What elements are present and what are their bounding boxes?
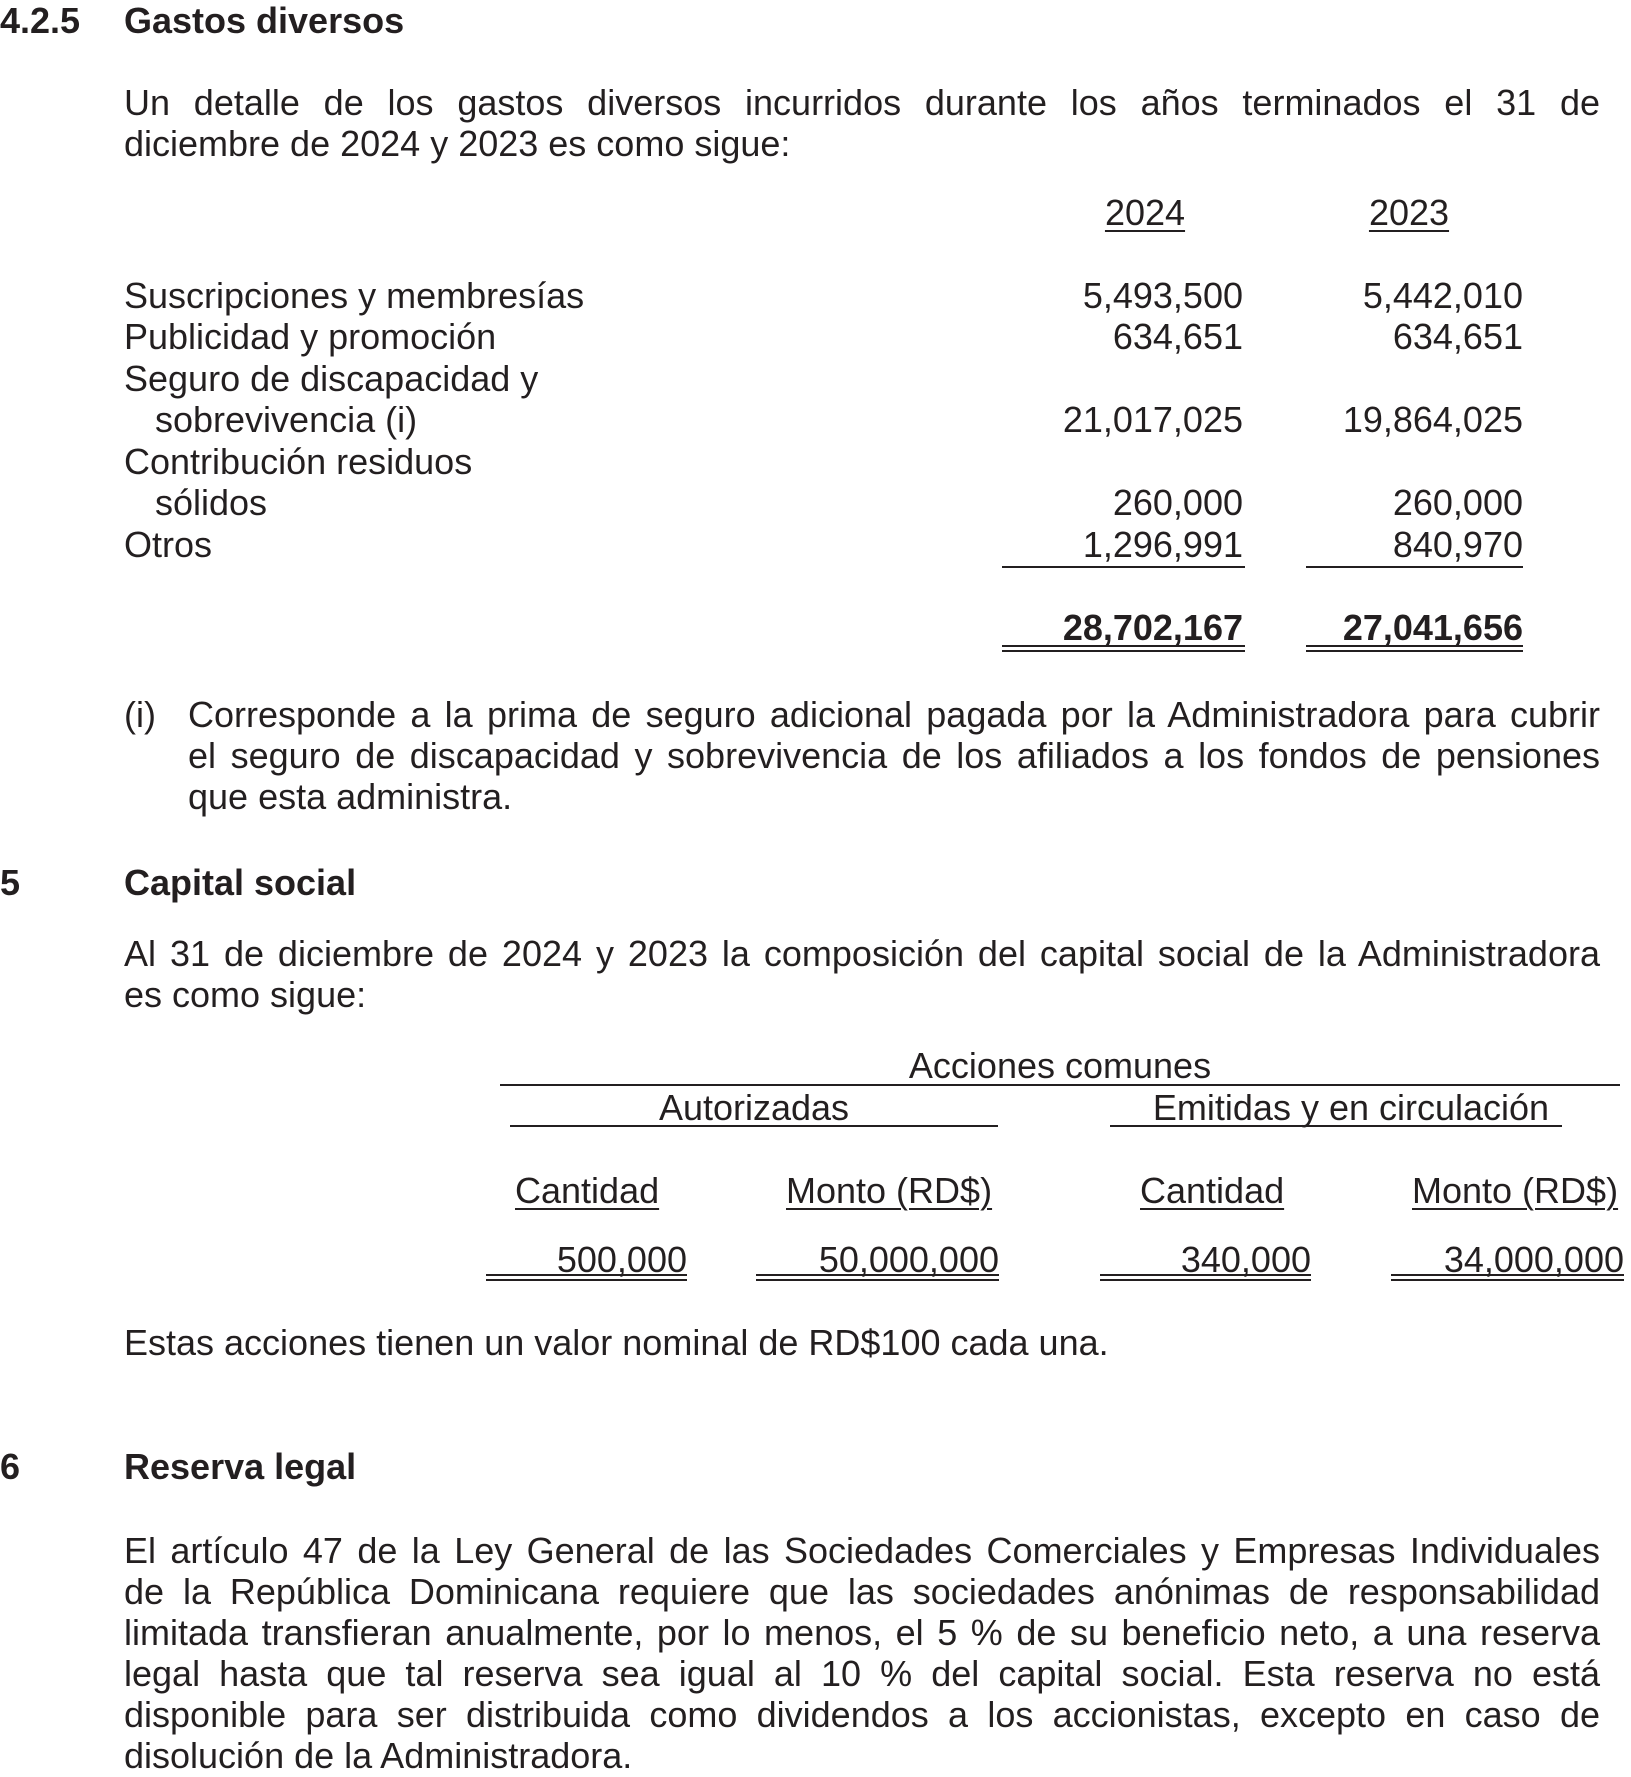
subtotal-rule (1002, 566, 1245, 568)
row-value-2024: 634,651 (1112, 316, 1243, 357)
column-header-amount: Monto (RD$) (1412, 1170, 1619, 1211)
group-header: Acciones comunes (908, 1045, 1212, 1086)
issued-quantity: 340,000 (1180, 1239, 1311, 1280)
row-label: Seguro de discapacidad y (124, 358, 539, 399)
double-rule (1391, 1274, 1624, 1281)
row-label-continued: sobrevivencia (i) (155, 399, 418, 440)
total-double-rule (1002, 645, 1245, 652)
issued-amount: 34,000,000 (1443, 1239, 1624, 1280)
total-double-rule (1306, 645, 1523, 652)
row-label: Otros (124, 524, 213, 565)
paragraph-line: legal hasta que tal reserva sea igual al 10 % del capital social. Esta reserva no está (124, 1653, 1600, 1694)
column-header-quantity: Cantidad (1140, 1170, 1285, 1211)
row-value-2024: 21,017,025 (1062, 399, 1243, 440)
footnote-line: el seguro de discapacidad y sobrevivencia de los afiliados a los fondos de pensiones (188, 735, 1600, 776)
row-value-2023: 634,651 (1392, 316, 1523, 357)
paragraph-line: disponible para ser distribuida como dividendos a los accionistas, excepto en caso de (124, 1694, 1600, 1735)
subgroup-rule (510, 1125, 998, 1127)
paragraph-line: disolución de la Administradora. (124, 1735, 633, 1776)
paragraph-line: El artículo 47 de la Ley General de las Sociedades Comerciales y Empresas Individuales (124, 1530, 1600, 1571)
section-number: 4.2.5 (0, 0, 81, 41)
column-header-2024: 2024 (1104, 192, 1186, 233)
row-value-2024: 5,493,500 (1082, 275, 1243, 316)
intro-line: diciembre de 2024 y 2023 es como sigue: (124, 123, 791, 164)
section-title: Capital social (124, 862, 357, 903)
nominal-value-note: Estas acciones tienen un valor nominal de RD$100 cada una. (124, 1322, 1109, 1363)
subgroup-issued: Emitidas y en circulación (1152, 1087, 1550, 1128)
paragraph-line: limitada transfieran anualmente, por lo menos, el 5 % de su beneficio neto, a una reserva (124, 1612, 1600, 1653)
row-value-2024: 260,000 (1112, 482, 1243, 523)
section-title: Gastos diversos (124, 0, 405, 41)
column-header-amount: Monto (RD$) (786, 1170, 993, 1211)
column-header-quantity: Cantidad (515, 1170, 660, 1211)
subgroup-rule (1110, 1125, 1562, 1127)
row-value-2024: 1,296,991 (1082, 524, 1243, 565)
intro-line: Al 31 de diciembre de 2024 y 2023 la composición del capital social de la Administradora (124, 933, 1600, 974)
total-2024: 28,702,167 (1062, 607, 1243, 648)
row-label: Contribución residuos (124, 441, 473, 482)
double-rule (486, 1274, 687, 1281)
intro-line: Un detalle de los gastos diversos incurridos durante los años terminados el 31 de (124, 82, 1600, 123)
row-value-2023: 5,442,010 (1362, 275, 1523, 316)
subgroup-authorized: Autorizadas (658, 1087, 850, 1128)
row-value-2023: 260,000 (1392, 482, 1523, 523)
paragraph-line: de la República Dominicana requiere que las sociedades anónimas de responsabilidad (124, 1571, 1600, 1612)
section-title: Reserva legal (124, 1446, 357, 1487)
authorized-amount: 50,000,000 (818, 1239, 999, 1280)
section-number: 5 (0, 862, 21, 903)
intro-line: es como sigue: (124, 974, 367, 1015)
row-label: Publicidad y promoción (124, 316, 497, 357)
footnote-line: Corresponde a la prima de seguro adicional pagada por la Administradora para cubrir (188, 694, 1600, 735)
footnote-marker: (i) (124, 694, 156, 735)
row-label-continued: sólidos (155, 482, 268, 523)
subtotal-rule (1306, 566, 1523, 568)
row-value-2023: 840,970 (1392, 524, 1523, 565)
group-rule (500, 1084, 1620, 1086)
footnote-line: que esta administra. (188, 776, 513, 817)
row-value-2023: 19,864,025 (1342, 399, 1523, 440)
row-label: Suscripciones y membresías (124, 275, 585, 316)
column-header-2023: 2023 (1368, 192, 1450, 233)
double-rule (756, 1274, 999, 1281)
double-rule (1100, 1274, 1311, 1281)
total-2023: 27,041,656 (1342, 607, 1523, 648)
authorized-quantity: 500,000 (556, 1239, 687, 1280)
section-number: 6 (0, 1446, 21, 1487)
